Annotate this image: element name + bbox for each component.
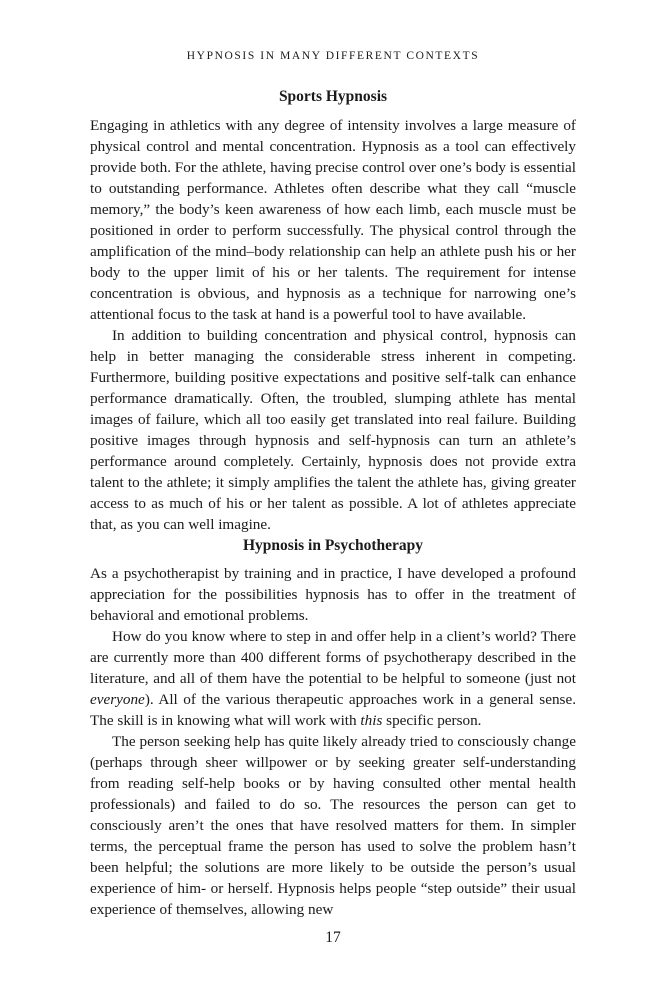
text-run: specific person. <box>382 712 482 729</box>
section-heading-sports-hypnosis: Sports Hypnosis <box>278 88 388 105</box>
paragraph <box>90 626 576 731</box>
text-run: ). All of the various therapeutic approaches work in a general sense. The skill is in knowing what will work with <box>90 691 576 729</box>
section-heading-hypnosis-in-psychotherapy: Hypnosis in Psychotherapy <box>242 537 423 554</box>
section-body-hypnosis-in-psychotherapy <box>90 563 576 920</box>
paragraph: The person seeking help has quite likely already tried to consciously change (perhaps through sheer willpower or by seeking greater self-understanding from reading self-help books or by having consulted other mental health professionals) and failed to do so. The resources the person can get to consciously aren’t the ones that have resolved matters for them. In simpler terms, the perceptual frame the person has used to solve the problem hasn’t been helpful; the solutions are more likely to be outside the person’s usual experience of him- or herself. Hypnosis helps people “step outside” their usual experience of themselves, allowing new <box>90 733 576 918</box>
section-body-sports-hypnosis <box>90 115 576 535</box>
emphasis-text: everyone <box>90 691 145 708</box>
paragraph: As a psychotherapist by training and in practice, I have developed a profound appreciation for the possibilities hypnosis has to offer in the treatment of behavioral and emotional problems. <box>90 565 576 624</box>
running-head: HYPNOSIS IN MANY DIFFERENT CONTEXTS <box>186 50 480 62</box>
emphasis-text: this <box>360 712 383 729</box>
paragraph: Engaging in athletics with any degree of intensity involves a large measure of physical control and mental concentration. Hypnosis as a tool can effectively provide both. For the athlete, having precise control over one’s body is essential to outstanding performance. Athletes often describe what they call “muscle memory,” the body’s keen awareness of how each limb, each muscle must be positioned in order to perform successfully. The physical control through the amplification of the mind–body relationship can help an athlete push his or her body to the upper limit of his or her talents. The requirement for intense concentration is obvious, and hypnosis as a technique for narrowing one’s attentional focus to the task at hand is a powerful tool to have available. <box>90 117 576 323</box>
paragraph: In addition to building concentration and physical control, hypnosis can help in better managing the considerable stress inherent in competing. Furthermore, building positive expectations and positive self-talk can enhance performance dramatically. Often, the troubled, slumping athlete has mental images of failure, which all too easily get translated into real failure. Building positive images through hypnosis and self-hypnosis can turn an athlete’s performance around completely. Certainly, hypnosis does not provide extra talent to the athlete; it simply amplifies the talent the athlete has, giving greater access to as much of his or her talent as possible. A lot of athletes appreciate that, as you can well imagine. <box>90 327 576 533</box>
page-number: 17 <box>325 929 341 946</box>
text-run: How do you know where to step in and offer help in a client’s world? There are currently more than 400 different forms of psychotherapy described in the literature, and all of them have the potential to be helpful to someone (just not <box>90 628 576 687</box>
